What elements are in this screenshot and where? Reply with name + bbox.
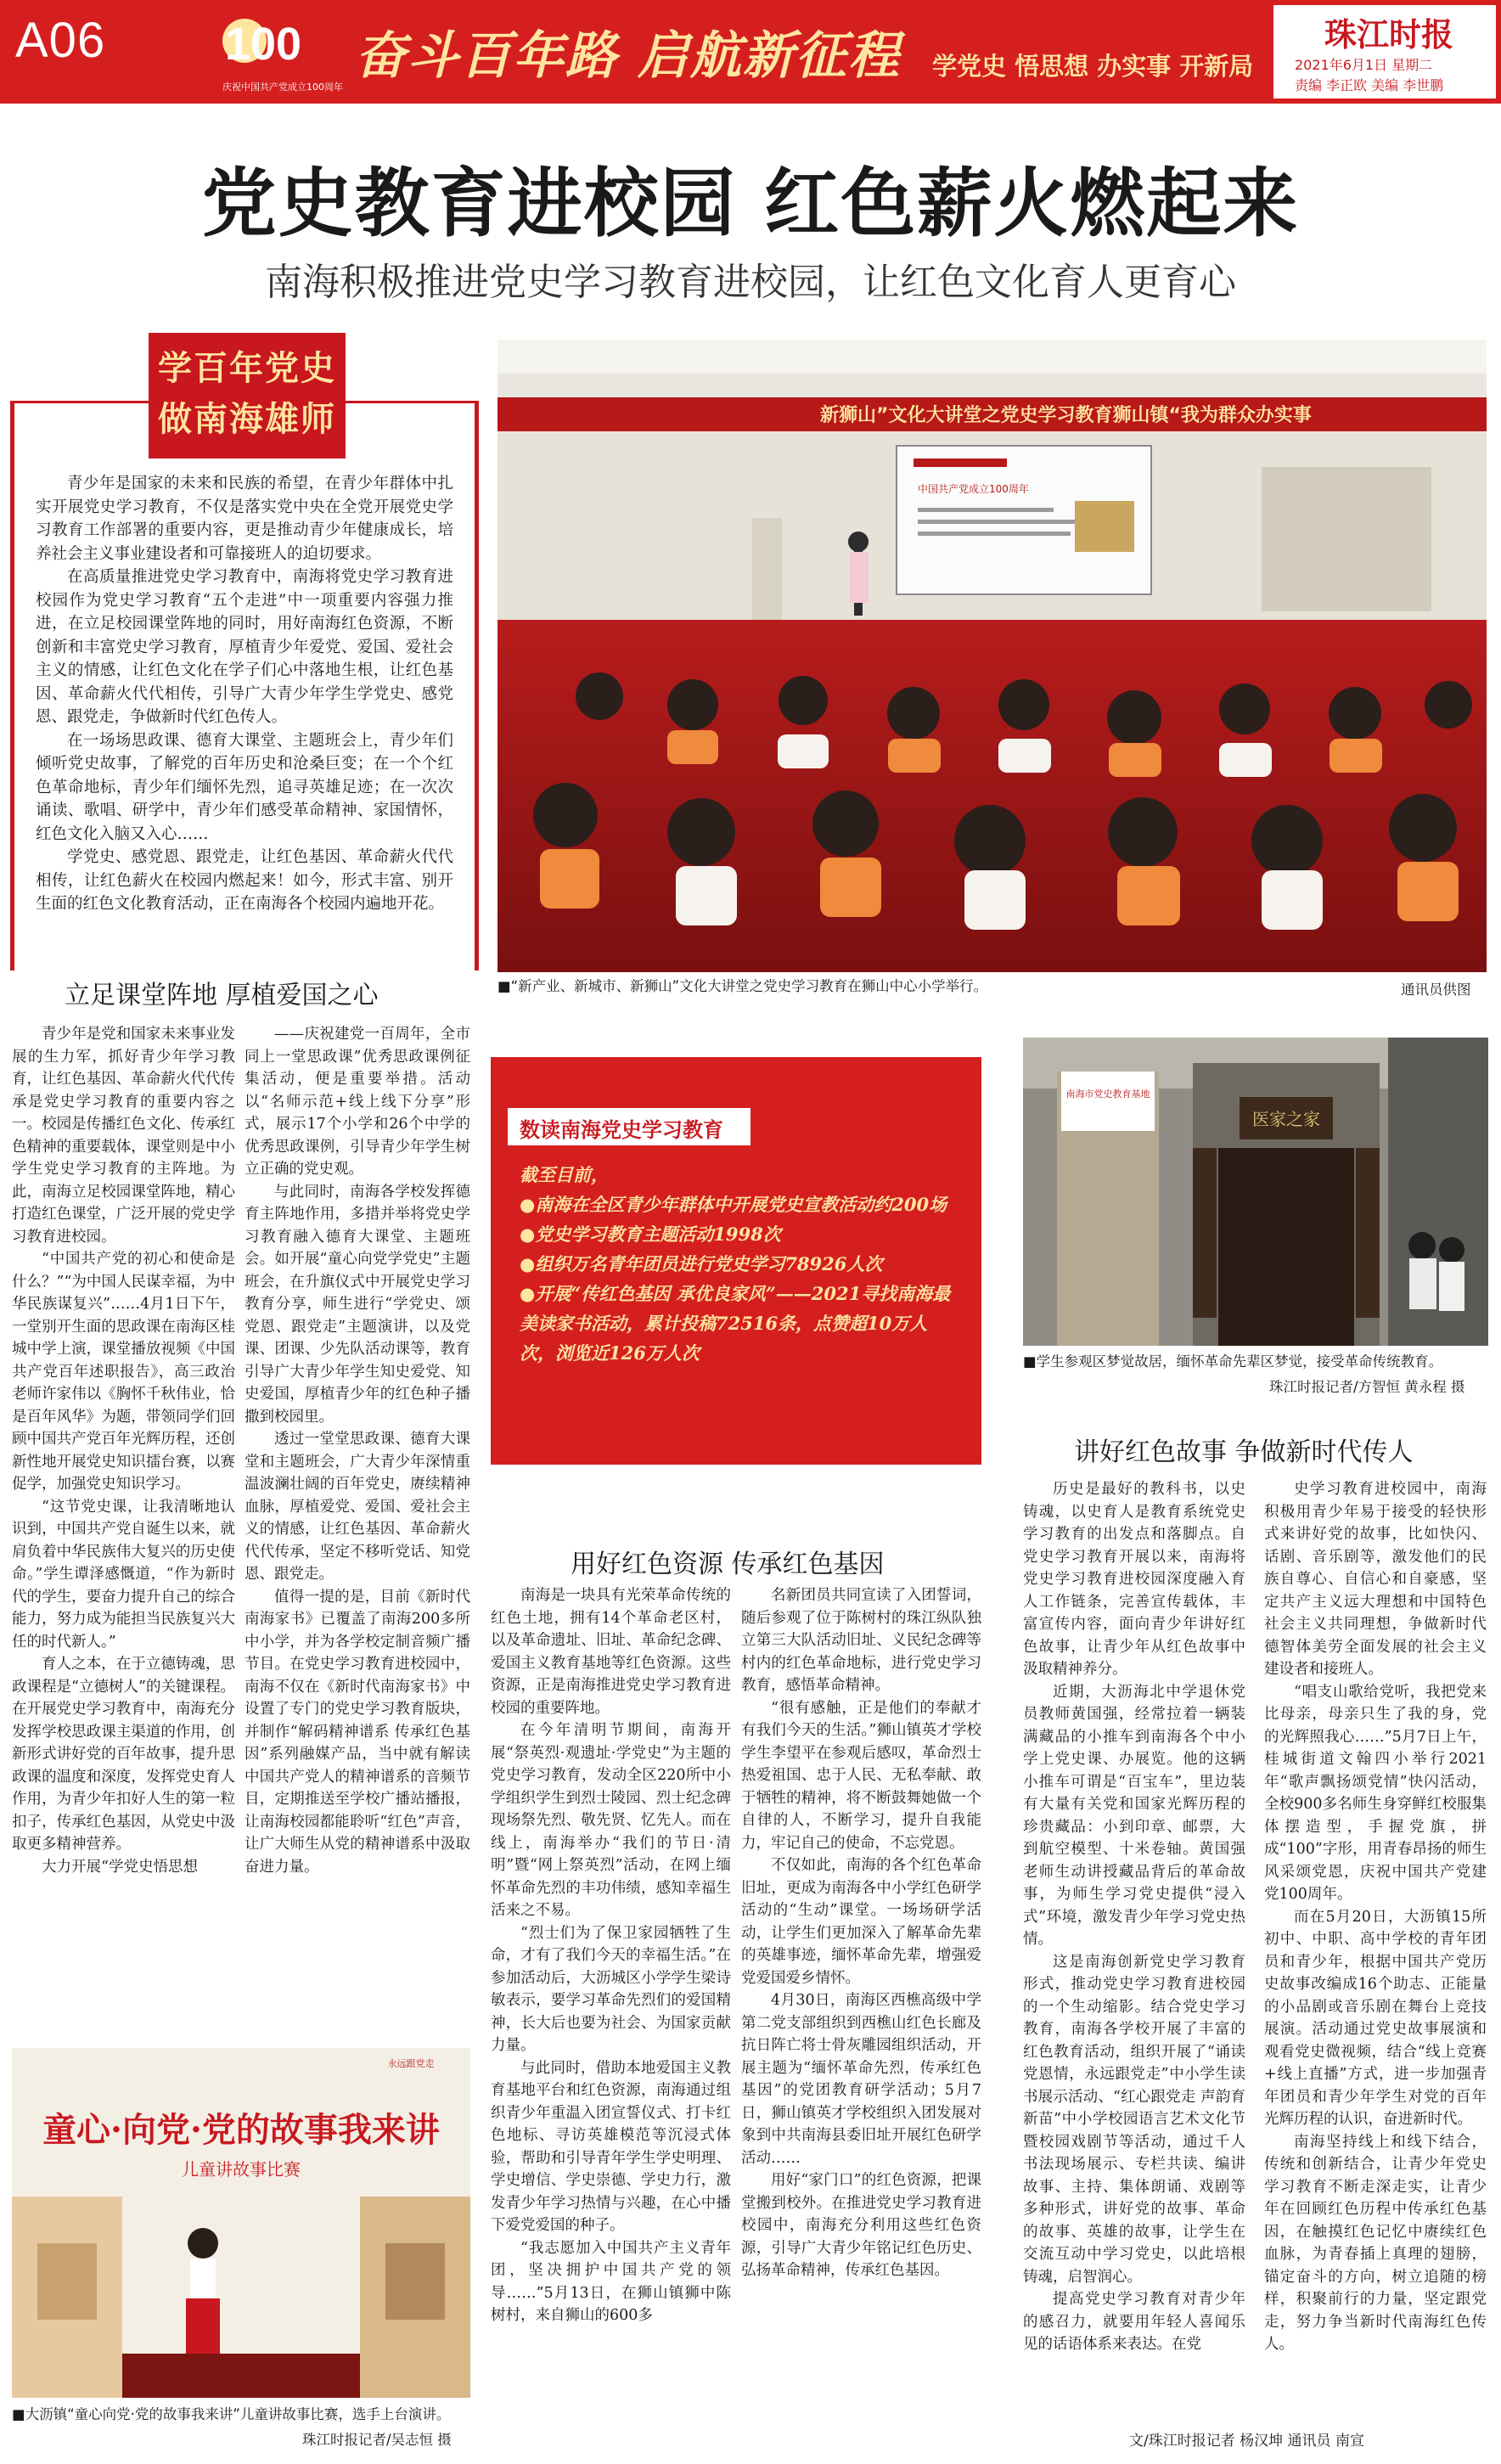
section2-column-1 [491,1584,731,2327]
stage-banner: 童心·向党·党的故事我来讲 [42,2110,440,2150]
storytelling-caption: ■大沥镇“童心向党·党的故事我来讲”儿童讲故事比赛，选手上台演讲。 [12,2406,451,2422]
classroom-photo-credit: 通讯员供图 [1401,982,1471,998]
slide-title: 中国共产党成立100周年 [918,483,1029,495]
article-paragraph: 历史是最好的教科书，以史铸魂，以史育人是教育系统党史学习教育的出发点和落脚点。自党史学习教育开展以来，南海将党史学习教育进校园深度融入育人工作链条，完善宣传载体，丰富宣传内容，面向青少年讲好红色故事，让青少年从红色故事中汲取精神养分。 [1023,1481,1245,1678]
storytelling-credit: 珠江时报记者/吴志恒 摄 [302,2432,452,2448]
classroom-banner-text: 新狮山”文化大讲堂之党史学习教育狮山镇“我为群众办实事 [820,405,1312,426]
former-residence-caption: ■学生参观区梦觉故居，缅怀革命先辈区梦觉，接受革命传统教育。 [1023,1353,1443,1370]
article-paragraph: 用好“家门口”的红色资源，把课堂搬到校外。在推进党史学习教育进校园中，南海充分利用这些红色资源，引导广大青少年铭记红色历史、弘扬革命精神，传承红色基因。 [741,2172,981,2279]
article-paragraph: 提高党史学习教育对青少年的感召力，就要用年轻人喜闻乐见的话语体系来表达。在党 [1023,2291,1245,2353]
classroom-photo [498,340,1487,972]
page-number: A06 [15,13,106,68]
article-paragraph: “唱支山歌给党听，我把党来比母亲，母亲只生了我的身，党的光辉照我心……”5月7日上午，桂城街道文翰四小举行2021年“歌声飘扬颂党情”快闪活动，全校900多名师生身穿鲜红校服集体摆造型，手握党旗，拼成“100”字形，用青春昂扬的师生风采颂党恩，庆祝中国共产党建党100周年。 [1264,1683,1487,1903]
section-title-classroom: 立足课堂阵地 厚植爱国之心 [65,981,379,1010]
data-box-list [520,1160,961,1368]
article-paragraph: 在今年清明节期间，南海开展“祭英烈·观遗址·学党史”为主题的党史学习教育，发动全区220所中小学组织学生到烈士陵园、烈士纪念碑现场祭先烈、敬先贤、忆先人。而在线上，南海举办“我们的节日·清明”暨“网上祭英烈”活动，在网上缅怀革命先烈的丰功伟绩，感知幸福生活来之不易。 [491,1722,731,1919]
article-paragraph: 近期，大沥海北中学退休党员教师黄国强，经常拉着一辆装满藏品的小推车到南海各个中小学上党史课、办展览。他的这辆小推车可谓是“百宝车”，里边装有大量有关党和国家光辉历程的珍贵藏品：小到印章、邮票，大到航空模型、十米卷轴。黄国强老师生动讲授藏品背后的革命故事，为师生学习党史提供“浸入式”环境，激发青少年学习党史热情。 [1023,1683,1245,1948]
article-paragraph: 南海坚持线上和线下结合，传统和创新结合，让青少年党史学习教育不断走深走实，让青少年在回顾红色历程中传承红色基因，在触摸红色记忆中赓续红色血脉，为青春插上真理的翅膀，锚定奋斗的方向，树立追随的榜样，积聚前行的力量，坚定跟党走，努力争当新时代南海红色传人。 [1264,2133,1487,2353]
logo-number: 100 [224,19,302,70]
article-paragraph: “烈士们为了保卫家园牺牲了生命，才有了我们今天的幸福生活。”在参加活动后，大沥城区小学学生梁诗敏表示，要学习革命先烈们的爱国精神，长大后也要为社会、为国家贡献力量。 [491,1924,731,2054]
section3-column-2 [1264,1478,1487,2356]
article-paragraph: 值得一提的是，目前《新时代南海家书》已覆盖了南海200多所中小学，并为各学校定制音频广播节目。在党史学习教育进校园中，南海不仅在《新时代南海家书》中设置了专门的党史学习教育版块，并制作“解码精神谱系 传承红色基因”系列融媒产品，当中就有解读中国共产党人的精神谱系的音频节目，定期推送至学校广播站播报，让南海校园都能聆听“红色”声音，让广大师生从党的精神谱系中汲取奋进力量。 [245,1588,470,1876]
classroom-photo-caption: ■“新产业、新城市、新狮山”文化大讲堂之党史学习教育在狮山中心小学举行。 [498,978,988,994]
article-paragraph: 透过一堂堂思政课、德育大课堂和主题班会，广大青少年深情重温波澜壮阔的百年党史，赓续精神血脉，厚植爱党、爱国、爱社会主义的情感，让红色基因、革命薪火代代传承，坚定不移听党话、知党恩、跟党走。 [245,1431,470,1583]
base-sign: 南海市党史教育基地 [1065,1089,1150,1100]
article-paragraph: 育人之本，在于立德铸魂，思政课程是“立德树人”的关键课程。在开展党史学习教育中，南海充分发挥学校思政课主渠道的作用，创新形式讲好党的百年故事，提升思政课的温度和深度，发挥党史育人作用，为青少年扣好人生的第一粒扣子，传承红色基因，从党史中汲取更多精神营养。 [12,1656,235,1853]
editor-credits: 责编 李正欧 美编 李世鹏 [1295,77,1444,93]
article-paragraph: 与此同时，借助本地爱国主义教育基地平台和红色资源，南海通过组织青少年重温入团宣誓仪式、打卡红色地标、寻访英雄模范等沉浸式体验，帮助和引导青年学生学史明理、学史增信、学史崇德、学史力行，激发青少年学习热情与兴趣，在心中播下爱党爱国的种子。 [491,2059,731,2234]
section-title-red-stories: 讲好红色故事 争做新时代传人 [1074,1437,1414,1467]
former-residence-scene [1023,1038,1488,1346]
section-title-red-resources: 用好红色资源 传承红色基因 [571,1550,885,1579]
article-paragraph: “这节党史课，让我清晰地认识到，中国共产党自诞生以来，就肩负着中华民族伟大复兴的历史使命。”学生谭泽感慨道，“作为新时代的学生，要奋力提升自己的综合能力，努力成为能担当民族复兴大任的时代新人。” [12,1498,235,1651]
issue-date: 2021年6月1日 星期二 [1295,57,1433,73]
door-plaque: 医家之家 [1252,1109,1320,1129]
lead-paragraph: 青少年是国家的未来和民族的希望，在青少年群体中扎实开展党史学习教育，不仅是落实党中央在全党开展党史学习教育工作部署的重要内容，更是推动青少年健康成长，培养社会主义事业建设者和可靠接班人的迫切要求。 [36,475,453,563]
article-paragraph: 南海是一块具有光荣革命传统的红色土地，拥有14个革命老区村，以及革命遗址、旧址、革命纪念碑、爱国主义教育基地等红色资源。这些资源，正是南海推进党史学习教育进校园的重要阵地。 [491,1587,731,1717]
article-paragraph: 4月30日，南海区西樵高级中学第二党支部组织到西樵山红色长廊及抗日阵亡将士骨灰雕园组织活动，开展主题为“缅怀革命先烈，传承红色基因”的党团教育研学活动；5月7日，狮山镇英才学校组织入团发展对象到中共南海县委旧址开展红色研学活动…… [741,1992,981,2167]
data-item: ●南海在全区青少年群体中开展党史宣教活动约200场 [520,1194,947,1215]
article-paragraph: 大力开展“学党史悟思想 [42,1858,198,1876]
article-paragraph: “我志愿加入中国共产主义青年团，坚决拥护中国共产党的领导……”5月13日，在狮山镇狮中陈树村，来自狮山的600多 [491,2239,731,2324]
former-residence-credit: 珠江时报记者/方智恒 黄永程 摄 [1269,1379,1465,1395]
article-paragraph: 这是南海创新党史学习教育形式，推动党史学习教育进校园的一个生动缩影。结合党史学习教育，南海各学校开展了丰富的红色教育活动，组织开展了“诵读党恩情，永远跟党走”中小学生读书展示活动、“红心跟党走 声韵育新苗”中小学校园语言艺术文化节暨校园戏剧节等活动，通过千人书法现场展示、专栏共读、编讲故事、主持、集体朗诵、戏剧等多种形式，讲好党的故事、革命的故事、英雄的故事，让学生在交流互动中学习党史，以此培根铸魂，启智润心。 [1023,1953,1245,2286]
storytelling-photo [12,2048,470,2398]
badge-line-1: 学百年党史 [158,348,336,388]
data-item: 截至目前， [520,1164,609,1185]
section3-column-1 [1023,1478,1245,2356]
section1-column-1 [12,1023,235,1878]
article-paragraph: “很有感触，正是他们的奉献才有我们今天的生活。”狮山镇英才学校学生李望平在参观后感叹，革命烈士热爱祖国、忠于人民、无私奉献、敢于牺牲的精神，将不断鼓舞她做一个自律的人，不断学习，提升自我能力，牢记自己的使命，不忘党恩。 [741,1699,981,1852]
article-paragraph: ——庆祝建党一百周年，全市同上一堂思政课”优秀思政课例征集活动，便是重要举措。活动以“名师示范+线上线下分享”形式，展示17个小学和26个中学的优秀思政课例，引导青少年学生树立正确的党史观。 [245,1026,470,1178]
paper-name: 珠江时报 [1324,15,1454,53]
data-item: ●组织万名青年团员进行党史学习78926人次 [520,1253,883,1274]
article-paragraph: 不仅如此，南海的各个红色革命旧址，更成为南海各中小学红色研学活动的“生动”课堂。一场场研学活动，让学生们更加深入了解革命先辈的英雄事迹，缅怀革命先辈，增强爱党爱国爱乡情怀。 [741,1857,981,1987]
lead-paragraph: 学党史、感党恩、跟党走，让红色基因、革命薪火代代相传，让红色薪火在校园内燃起来！如今，形式丰富、别开生面的红色文化教育活动，正在南海各个校园内遍地开花。 [36,848,453,913]
badge-line-2: 做南海雄师 [158,399,336,439]
storytelling-scene [12,2048,470,2398]
banner-slogan: 奋斗百年路 启航新征程 [355,26,901,86]
stage-subbanner: 儿童讲故事比赛 [182,2159,301,2180]
main-headline: 党史教育进校园 红色薪火燃起来 [201,160,1300,247]
lead-paragraph: 在一场场思政课、德育大课堂、主题班会上，青少年们倾听党史故事，了解党的百年历史和沧桑巨变；在一个个红色革命地标，青少年们缅怀先烈，追寻英雄足迹；在一次次诵读、歌唱、研学中，青少年们感受革命精神、家国情怀，红色文化入脑又入心…… [36,731,453,843]
data-box-title: 数读南海党史学习教育 [520,1118,723,1142]
classroom-scene [498,340,1487,972]
article-paragraph: 青少年是党和国家未来事业发展的生力军，抓好青少年学习教育，让红色基因、革命薪火代代传承是党史学习教育的重要内容之一。校园是传播红色文化、传承红色精神的重要载体，课堂则是中小学生党史学习教育的主阵地。为此，南海立足校园课堂阵地，精心打造红色课堂，广泛开展的党史学习教育进校园。 [12,1026,235,1246]
stage-top-label: 永远跟党走 [387,2058,435,2069]
article-paragraph: “中国共产党的初心和使命是什么？”“为中国人民谋幸福，为中华民族谋复兴”……4月1日下午，一堂别开生面的思政课在南海区桂城中学上演，课堂播放视频《中国共产党百年述职报告》，高三政治老师许家伟以《胸怀千秋伟业，恰是百年风华》为题，带领同学们回顾中国共产党百年光辉历程，还创新性地开展党史知识擂台赛，以赛促学，加强党史知识学习。 [12,1251,235,1493]
sub-headline: 南海积极推进党史学习教育进校园，让红色文化育人更育心 [265,261,1236,304]
data-item: ●开展“传红色基因 承优良家风”——2021寻找南海最美读家书活动，累计投稿72516条，点赞超10万人次，浏览近126万人次 [520,1283,951,1364]
data-item: ●党史学习教育主题活动1998次 [520,1224,781,1245]
section1-column-2 [245,1023,470,1878]
article-paragraph: 而在5月20日，大沥镇15所初中、中职、高中学校的青年团员和青少年，根据中国共产党历史故事改编成16个助志、正能量的小品剧或音乐剧在舞台上竞技展演。活动通过党史故事展演和观看党史微视频，结合“线上竞赛+线上直播”方式，进一步加强青年团员和青少年学生对党的百年光辉历程的认识，奋进新时代。 [1264,1908,1487,2128]
lead-paragraph: 在高质量推进党史学习教育中，南海将党史学习教育进校园作为党史学习教育“五个走进”中一项重要内容强力推进，在立足校园课堂阵地的同时，用好南海红色资源，不断创新和丰富党史学习教育，厚植青少年爱党、爱国、爱社会主义的情感，让红色文化在学子们心中落地生根，让红色基因、革命薪火代代相传，引导广大青少年学生学党史、感党恩、跟党走，争做新时代红色传人。 [36,568,453,726]
logo-caption: 庆祝中国共产党成立100周年 [222,82,343,93]
article-byline: 文/珠江时报记者 杨汉坤 通讯员 南宣 [1129,2433,1364,2450]
lead-text [36,472,453,916]
article-paragraph: 名新团员共同宣读了入团誓词，随后参观了位于陈树村的珠江纵队独立第三大队活动旧址、义民纪念碑等村内的红色革命地标，进行党史学习教育，感悟革命精神。 [741,1587,981,1694]
article-paragraph: 史学习教育进校园中，南海积极用青少年易于接受的轻快形式来讲好党的故事，比如快闪、话剧、音乐剧等，激发他们的民族自尊心、自信心和自豪感，坚定共产主义远大理想和中国特色社会主义共同理想，争做新时代德智体美劳全面发展的社会主义建设者和接班人。 [1264,1481,1487,1678]
section2-column-2 [741,1584,981,2282]
article-paragraph: 与此同时，南海各学校发挥德育主阵地作用，多措并举将党史学习教育融入德育大课堂、主题班会。如开展“童心向党学党史”主题班会，在升旗仪式中开展党史学习教育分享，师生进行“学党史、颂党恩、跟党走”主题演讲，以及党课、团课、少先队活动课等，教育引导广大青少年学生知史爱党、知史爱国，厚植青少年的红色种子播撒到校园里。 [245,1183,470,1426]
former-residence-photo [1023,1038,1488,1346]
centenary-logo [211,7,355,97]
banner-sub-slogan: 学党史 悟思想 办实事 开新局 [932,52,1254,81]
